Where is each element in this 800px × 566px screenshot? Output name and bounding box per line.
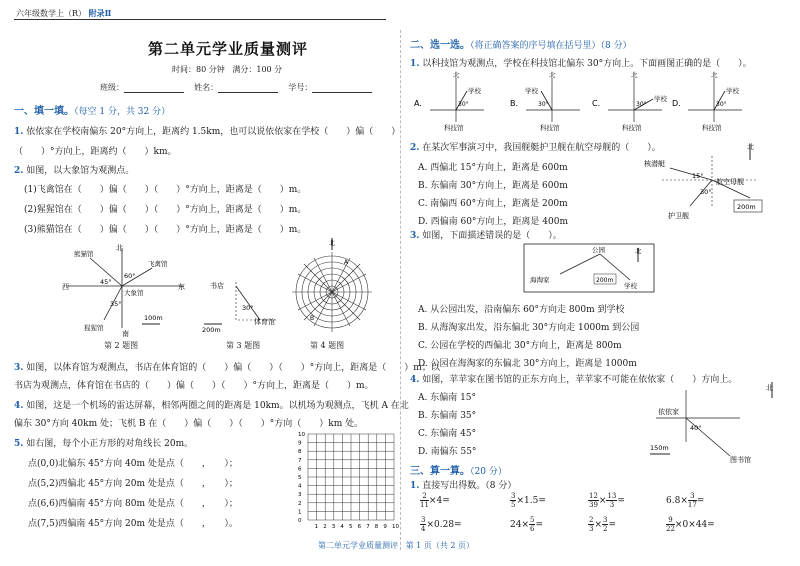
- option-letter: B.: [510, 99, 519, 108]
- calc-6: 24× $\frac{5}{6}$ =: [510, 516, 544, 533]
- header-rule: [14, 19, 386, 20]
- calc-7: $\frac{2}{3}$ × $\frac{3}{2}$ =: [589, 516, 617, 533]
- fig3-bookstore: 书店: [210, 282, 224, 290]
- grid-x-label: 8: [374, 524, 379, 530]
- option-north: 北: [711, 71, 718, 79]
- p2q4-home: 依依家: [658, 408, 679, 416]
- p2-q3-opt-c[interactable]: C. 公园在学校的西偏北 30°方向上，距离是 800m: [418, 341, 622, 351]
- p2q4-library: 图书馆: [730, 456, 751, 464]
- fig3-angle: 30°: [242, 304, 254, 312]
- page-title: 第二单元学业质量测评: [148, 40, 309, 58]
- calc-1: $\frac{2}{11}$ ×4=: [420, 492, 450, 509]
- grid-y-label: 6: [298, 466, 302, 473]
- grid-x-label: 10: [392, 524, 399, 530]
- p2q2-north: 北: [747, 143, 754, 151]
- grid-x-label: 3: [331, 524, 336, 530]
- grid-x-label: 9: [383, 524, 387, 530]
- p2-q2-opt-d[interactable]: D. 西偏南 60°方向上，距离是 400m: [418, 217, 569, 227]
- fig3-gym: 体育馆: [254, 318, 275, 326]
- option-angle: 30°: [716, 101, 727, 108]
- p2q4-north: 北: [766, 384, 773, 392]
- header-appendix: 附录Ⅱ: [88, 8, 112, 18]
- figure-p2-q3-route: [520, 240, 660, 296]
- calc-5: $\frac{3}{4}$ ×0.28=: [421, 516, 462, 533]
- footer: 第二单元学业质量测评 第 1 页（共 2 页）: [318, 541, 474, 550]
- option-museum: 科技馆: [540, 124, 560, 132]
- fig2-north: 北: [116, 244, 123, 252]
- p2q3-scale: 200m: [596, 277, 614, 284]
- grid-x-label: 1: [314, 524, 319, 530]
- figure-q4-radar: [292, 236, 372, 338]
- p2q4-scale: 150m: [650, 444, 669, 452]
- option-north: 北: [549, 71, 556, 79]
- grid-x-label: 6: [357, 524, 362, 530]
- q4-line2: 偏东 30°方向 40km 处；飞机 B 在（ ）偏（ ）（ ）°方向（ ）km 处。: [14, 419, 364, 429]
- fig2-east: 东: [178, 283, 185, 291]
- calc-8: $\frac{9}{22}$ ×0×44=: [666, 516, 715, 533]
- grid-y-label: 7: [298, 457, 302, 464]
- option-north: 北: [631, 71, 638, 79]
- fig2-scale: 100m: [144, 314, 163, 322]
- fig2-angle45: 45°: [100, 278, 112, 286]
- option-angle: 30°: [636, 101, 647, 108]
- q5-item1: 点(0,0)北偏东 45°方向 40m 处是点（ ， ）；: [28, 459, 238, 469]
- figure-q3-map: [198, 276, 280, 336]
- option-letter: C.: [592, 99, 601, 108]
- q2-sub2: (2)猩猩馆在（ ）偏（ ）（ ）°方向上，距离是（ ）m。: [24, 205, 307, 215]
- figure-q5-grid: [296, 432, 398, 532]
- fig2-caption: 第 2 题图: [104, 341, 139, 350]
- option-letter: A.: [414, 99, 422, 108]
- fig4-caption: 第 4 题图: [310, 341, 345, 350]
- part1-heading: 一、填一填。（每空 1 分，共 32 分）: [14, 106, 171, 117]
- p2-q1-option-c[interactable]: [590, 68, 670, 138]
- grid-y-label: 1: [298, 509, 302, 516]
- calc-4: 6.8× $\frac{3}{17}$ =: [666, 492, 705, 509]
- p2-q2-stem: 2. 在某次军事演习中，我国舰艇护卫舰在航空母舰的（ ）。: [410, 143, 661, 153]
- option-museum: 科技馆: [702, 124, 722, 132]
- option-museum: 科技馆: [622, 124, 642, 132]
- p3-q1-stem: 1. 直接写出得数。（8 分）: [410, 481, 517, 491]
- column-divider: [400, 30, 401, 550]
- fig3-caption: 第 3 题图: [226, 341, 261, 350]
- p2-q4-opt-d[interactable]: D. 南偏东 55°: [418, 447, 477, 457]
- p2q3-school: 学校: [624, 282, 637, 290]
- option-angle: 30°: [458, 101, 469, 108]
- p2q2-carrier: 航空母舰: [716, 178, 744, 186]
- q5-item2: 点(5,2)西偏北 45°方向 20m 处是点（ ， ）；: [28, 479, 238, 489]
- figure-p2-q4-library: [640, 380, 790, 464]
- header-grade: 六年级数学上（R） 附录Ⅱ: [16, 8, 112, 18]
- fig4-plane-b: B: [310, 315, 315, 322]
- p2-q1-option-b[interactable]: [508, 68, 588, 138]
- q5-item4: 点(7,5)西偏南 45°方向 20m 处是点（ ， ）。: [28, 519, 238, 529]
- fig2-south: 南: [122, 330, 129, 338]
- p2q2-angle30: 30°: [700, 188, 712, 196]
- p2-q3-opt-a[interactable]: A. 从公园出发，沿南偏东 60°方向走 800m 到学校: [418, 305, 625, 315]
- fig2-angle35: 35°: [110, 300, 122, 308]
- p2-q3-stem: 3. 如图，下面描述错误的是（ ）。: [410, 231, 562, 241]
- fig3-scale: 200m: [202, 326, 221, 334]
- q1-line2: （ ）°方向上，距离约（ ）km。: [14, 147, 177, 157]
- grid-y-label: 0: [298, 518, 302, 524]
- option-letter: D.: [672, 99, 681, 108]
- p2q2-submarine: 核潜艇: [644, 160, 665, 168]
- p2-q4-stem: 4. 如图，苹苹家在图书馆的正东方向上，苹苹家不可能在依依家（ ）方向上。: [410, 375, 738, 385]
- grid-y-label: 5: [298, 475, 302, 481]
- q2-sub3: (3)熊猫馆在（ ）偏（ ）（ ）°方向上，距离是（ ）m。: [24, 225, 307, 235]
- option-school: 学校: [468, 86, 481, 95]
- q2-sub1: (1)飞禽馆在（ ）偏（ ）（ ）°方向上，距离是（ ）m。: [24, 185, 307, 195]
- q2-stem: 2. 如图，以大象馆为观测点。: [14, 166, 135, 176]
- grid-x-label: 5: [349, 524, 353, 530]
- q5-stem: 5. 如右图，每个小正方形的对角线长 20m。: [14, 439, 194, 449]
- p2-q2-opt-b[interactable]: B. 东偏南 30°方向上，距离是 600m: [418, 181, 568, 191]
- p2q4-angle: 40°: [690, 424, 702, 432]
- part3-heading: 三、算一算。（20 分）: [410, 466, 507, 477]
- p2-q1-stem: 1. 以科技馆为观测点，学校在科技馆北偏东 30°方向上。下面画图正确的是（ ）。: [410, 59, 752, 69]
- exam-meta-time: 时间：80 分钟 满分：100 分: [172, 65, 283, 74]
- fig2-orangutan: 猩猩馆: [84, 324, 104, 332]
- grid-y-label: 8: [298, 449, 302, 456]
- calc-2: $\frac{3}{5}$ ×1.5=: [511, 492, 546, 509]
- p2q3-park: 公园: [592, 246, 605, 254]
- grid-y-label: 10: [298, 432, 305, 438]
- grid-y-label: 4: [298, 483, 302, 490]
- p2q2-escort: 护卫舰: [668, 212, 689, 220]
- name-field[interactable]: [218, 84, 278, 93]
- fig2-west: 西: [62, 283, 69, 291]
- option-museum: 科技馆: [444, 124, 464, 132]
- option-school: 学校: [654, 95, 668, 103]
- option-school: 学校: [726, 86, 739, 95]
- option-north: 北: [453, 71, 460, 79]
- p2-q4-opt-b[interactable]: B. 东偏南 35°: [418, 411, 477, 421]
- calc-3: $\frac{12}{39}$ × $\frac{13}{3}$ =: [589, 492, 625, 509]
- q5-item3: 点(6,6)西偏南 45°方向 80m 处是点（ ， ）；: [28, 499, 238, 509]
- grid-x-label: 4: [340, 524, 344, 530]
- p2-q2-opt-c[interactable]: C. 南偏西 60°方向上，距离是 200m: [418, 199, 568, 209]
- p2-q1-option-a[interactable]: [412, 68, 492, 138]
- p2q2-scale: 200m: [737, 203, 756, 211]
- grid-y-label: 3: [298, 492, 302, 499]
- p2-q3-opt-d[interactable]: D. 公园在海淘家的东偏北 30°方向上，距离是 1000m: [418, 359, 637, 369]
- p2-q4-opt-a[interactable]: A. 东偏南 15°: [418, 393, 477, 403]
- grid-y-label: 2: [298, 500, 302, 507]
- fig2-elephant: 大象馆: [124, 289, 144, 297]
- option-school: 学校: [525, 86, 538, 95]
- fig4-north: 北: [329, 240, 336, 247]
- option-angle: 30°: [538, 101, 549, 108]
- q3-line2: 书店为观测点，体育馆在书店的（ ）偏（ ）（ ）°方向上，距离是（ ）m。: [14, 381, 374, 391]
- grid-y-label: 9: [298, 440, 302, 447]
- part2-heading: 二、选一选。（将正确答案的序号填在括号里）（8 分）: [410, 40, 632, 51]
- p2-q4-opt-c[interactable]: C. 东偏南 45°: [418, 429, 477, 439]
- q1-line1: 1. 依依家在学校南偏东 20°方向上，距离约 1.5km，也可以说依依家在学校（ ）偏（ ）: [14, 127, 401, 137]
- figure-q2-zoo-map: [60, 240, 190, 338]
- p2q2-angle15: 15°: [692, 172, 704, 180]
- fig2-bird: 飞禽馆: [148, 260, 168, 268]
- p2-q1-option-d[interactable]: [670, 68, 750, 138]
- fig2-angle60: 60°: [124, 272, 136, 280]
- p2q3-home: 海淘家: [530, 276, 550, 284]
- grid-x-label: 7: [366, 524, 370, 530]
- p2-q2-opt-a[interactable]: A. 西偏北 15°方向上，距离是 600m: [418, 163, 568, 173]
- fig2-panda: 熊猫馆: [74, 250, 94, 258]
- student-info: 班级： 姓名： 学号：: [100, 82, 372, 93]
- class-field[interactable]: [124, 84, 184, 93]
- figure-p2-q2-fleet: [640, 140, 790, 222]
- p2q3-north: 北: [635, 247, 642, 255]
- q4-line1: 4. 如图，这是一个机场的雷达屏幕，相邻两圈之间的距离是 10km。以机场为观测点，飞机 A 在北: [14, 401, 409, 411]
- number-field[interactable]: [312, 84, 372, 93]
- fig4-plane-a: A: [344, 259, 349, 266]
- grid-x-label: 2: [323, 524, 327, 530]
- p2-q3-opt-b[interactable]: B. 从海淘家出发，沿东偏北 30°方向走 1000m 到公园: [418, 323, 640, 333]
- q3-line1: 3. 如图，以体育馆为观测点，书店在体育馆的（ ）偏（ ）（ ）°方向上，距离是（ ）m；以: [14, 363, 440, 373]
